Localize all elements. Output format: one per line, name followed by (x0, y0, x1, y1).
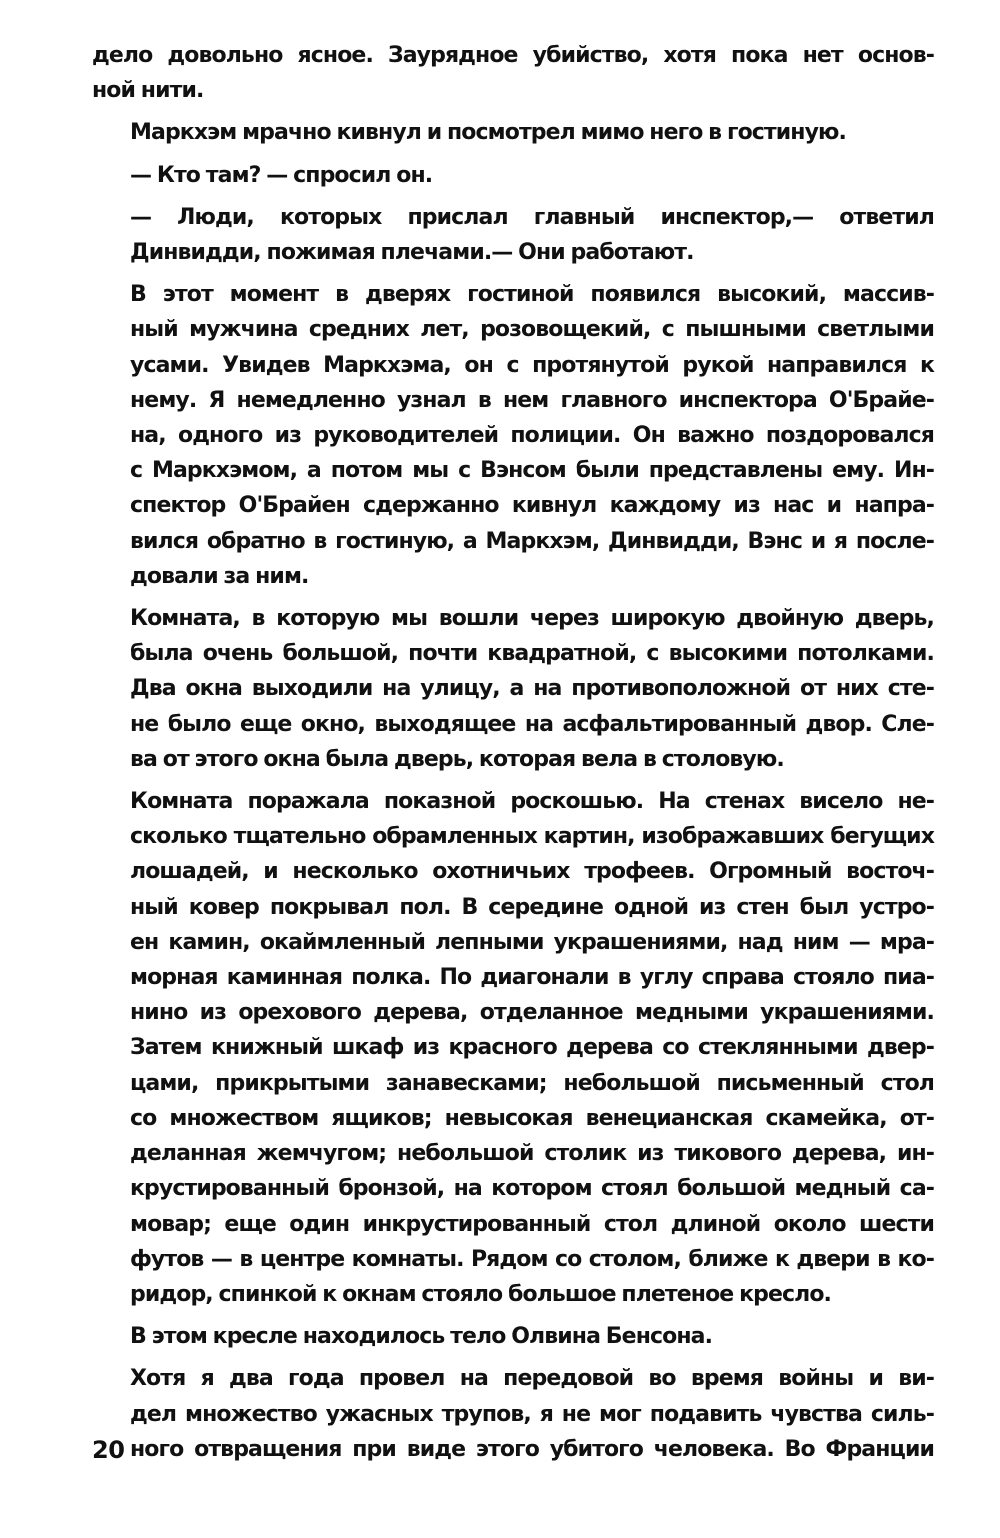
text-line: ен камин, окаймленный лепными украшениями, над ним — мра- (130, 929, 934, 955)
paragraph (92, 38, 934, 108)
paragraph (92, 277, 934, 594)
text-line: была очень большой, почти квадратной, с высокими потолками. (130, 641, 934, 667)
text-line: ный мужчина средних лет, розовощекий, с пышными светлыми (130, 317, 934, 343)
text-line: сколько тщательно обрамленных картин, изображавших бегущих (130, 824, 934, 850)
text-line: нему. Я немедленно узнал в нем главного инспектора О'Брайе- (130, 387, 934, 413)
paragraph (92, 784, 934, 1312)
text-line: со множеством ящиков; невысокая венецианская скамейка, от- (130, 1105, 934, 1131)
text-line: ной нити. (92, 78, 204, 104)
text-line: Маркхэм мрачно кивнул и посмотрел мимо него в гостиную. (130, 120, 846, 146)
text-line: довали за ним. (130, 563, 309, 589)
text-line: дел множество ужасных трупов, я не мог подавить чувства силь- (130, 1401, 934, 1427)
page-text (92, 38, 934, 1474)
paragraph (92, 1319, 934, 1354)
page-number: 20 (92, 1436, 125, 1464)
text-line: Динвидди, пожимая плечами.— Они работают. (130, 240, 694, 266)
paragraph (92, 601, 934, 777)
text-line: усами. Увидев Маркхэма, он с протянутой рукой направился к (130, 352, 934, 378)
paragraph (92, 115, 934, 150)
text-line: деланная жемчугом; небольшой столик из тикового дерева, ин- (130, 1141, 934, 1167)
text-line: дело довольно ясное. Заурядное убийство, хотя пока нет основ- (92, 43, 934, 68)
text-line: нино из орехового дерева, отделанное медными украшениями. (130, 1000, 934, 1026)
text-line: ного отвращения при виде этого убитого человека. Во Франции (130, 1436, 934, 1462)
text-line: Затем книжный шкаф из красного дерева со стеклянными двер- (130, 1035, 934, 1061)
text-line: морная каминная полка. По диагонали в углу справа стояло пиа- (130, 965, 934, 991)
text-line: ридор, спинкой к окнам стояло большое плетеное кресло. (130, 1281, 832, 1307)
paragraph (92, 1361, 934, 1467)
text-line: — Кто там? — спросил он. (130, 162, 433, 188)
text-line: Комната, в которую мы вошли через широкую двойную дверь, (130, 606, 934, 632)
text-line: ный ковер покрывал пол. В середине одной из стен был устро- (130, 894, 934, 920)
paragraph (92, 200, 934, 270)
text-line: крустированный бронзой, на котором стоял большой медный са- (130, 1176, 934, 1202)
text-line: лошадей, и несколько охотничьих трофеев. Огромный восточ- (130, 859, 934, 885)
text-line: В этом кресле находилось тело Олвина Бенсона. (130, 1324, 713, 1350)
text-line: ва от этого окна была дверь, которая вела в столовую. (130, 746, 784, 772)
text-line: цами, прикрытыми занавесками; небольшой письменный стол (130, 1070, 934, 1096)
text-line: с Маркхэмом, а потом мы с Вэнсом были представлены ему. Ин- (130, 458, 934, 484)
text-line: Комната поражала показной роскошью. На стенах висело не- (130, 789, 934, 815)
text-line: мовар; еще один инкрустированный стол длиной около шести (130, 1211, 934, 1237)
text-line: — Люди, которых прислал главный инспектор,— ответил (130, 204, 934, 230)
text-line: В этот момент в дверях гостиной появился высокий, массив- (130, 282, 934, 308)
text-line: вился обратно в гостиную, а Маркхэм, Динвидди, Вэнс и я после- (130, 528, 934, 554)
text-line: спектор О'Брайен сдержанно кивнул каждому из нас и напра- (130, 493, 934, 519)
text-line: на, одного из руководителей полиции. Он важно поздоровался (130, 423, 934, 449)
text-line: Хотя я два года провел на передовой во время войны и ви- (130, 1366, 934, 1392)
paragraph (92, 158, 934, 193)
text-line: Два окна выходили на улицу, а на противоположной от них сте- (130, 676, 934, 702)
text-line: футов — в центре комнаты. Рядом со столом, ближе к двери в ко- (130, 1246, 934, 1272)
text-line: не было еще окно, выходящее на асфальтированный двор. Сле- (130, 711, 934, 737)
